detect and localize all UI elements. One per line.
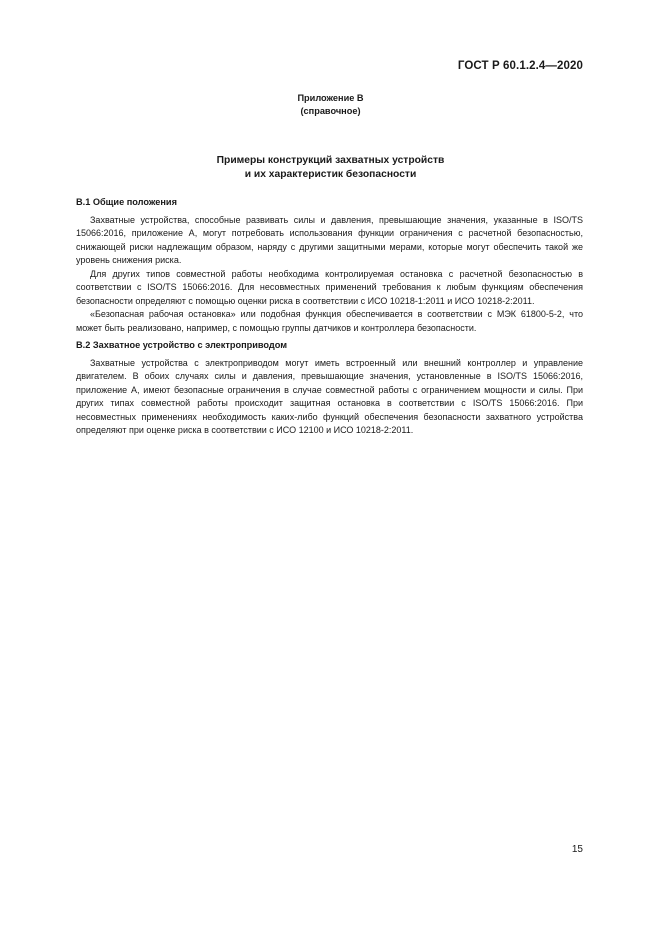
page-title-line-2: и их характеристик безопасности	[244, 168, 417, 180]
appendix-title: Приложение В	[297, 93, 364, 103]
appendix-type: (справочное)	[300, 105, 361, 116]
page-title-line-1: Примеры конструкций захватных устройств	[216, 155, 445, 166]
paragraph: Захватные устройства, способные развивать силы и давления, превышающие значения, указанные в ISO/TS 15066:2016, приложение А, могут потребовать использования функции ограничения с расчетной безопасностью, снижающей риски надлежащим образом, наряду с другими защитными мерами, которые могут обеспечить такой же уровень снижения риска.	[76, 214, 583, 265]
section-heading: В.1 Общие положения	[76, 197, 177, 207]
section-heading: В.2 Захватное устройство с электроприводом	[76, 340, 288, 350]
page-number: 15	[571, 844, 583, 855]
paragraph: «Безопасная рабочая остановка» или подобная функция обеспечивается в соответствии с МЭК 61800-5-2, что может быть реализовано, например, с помощью группы датчиков и контроллера безопасности.	[76, 309, 583, 333]
page-title	[0, 154, 661, 181]
document-code: ГОСТ Р 60.1.2.4—2020	[457, 60, 583, 72]
document-body	[76, 196, 583, 442]
section-electric-gripper	[76, 339, 583, 438]
appendix-label	[0, 92, 661, 117]
paragraph: Для других типов совместной работы необходима контролируемая остановка с расчетной безопасностью в соответствии с ISO/TS 15066:2016. Для несовместных применений требования к любым функциям обеспечения безопасности определяют с помощью оценки риска в соответствии с ИСО 10218-1:2011 и ИСО 10218-2:2011.	[76, 268, 583, 306]
paragraph: Захватные устройства с электроприводом могут иметь встроенный или внешний контроллер и управление двигателем. В обоих случаях силы и давления, превышающие значения, установленные в ISO/TS 15066:2016, приложение А, имеют безопасные ограничения в случае совместной работы с ограничением мощности и силы. При других типах совместной работы происходит защитная остановка в соответствии с ISO/TS 15066:2016. При несовместных применениях необходимость каких-либо функций обеспечения безопасности захватного устройства определяют при оценке риска в соответствии с ИСО 12100 и ИСО 10218-2:2011.	[76, 357, 583, 435]
section-general	[76, 196, 583, 335]
